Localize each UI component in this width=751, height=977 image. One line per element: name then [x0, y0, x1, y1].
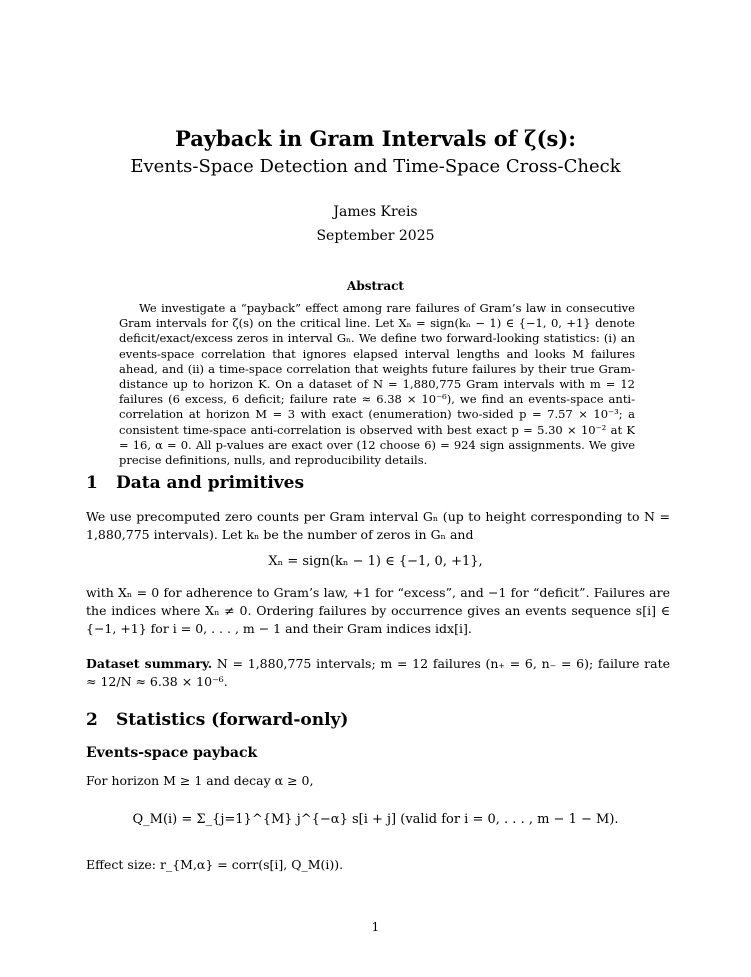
section-2-number: 2 — [86, 710, 98, 730]
paper-subtitle: Events-Space Detection and Time-Space Cross-Check — [130, 156, 621, 177]
page-number: 1 — [371, 920, 380, 934]
section-1-paragraph-2: with Xₙ = 0 for adherence to Gram’s law, +1 for “excess”, and −1 for “deficit”. Failures are the indices where Xₙ ≠ 0. Ordering failures by occurrence gives an events sequence s[i] ∈ {−1, +1} for i = 0, . . . , m − 1 and their Gram indices idx[i]. — [86, 585, 670, 636]
abstract-heading: Abstract — [347, 279, 404, 293]
section-2-paragraph-1: For horizon M ≥ 1 and decay α ≥ 0, — [86, 773, 314, 788]
subsection-events-space-payback: Events-space payback — [86, 745, 258, 761]
date: September 2025 — [316, 228, 435, 244]
section-1-heading — [86, 473, 304, 493]
section-1-title: Data and primitives — [116, 473, 305, 493]
section-1-paragraph-1: We use precomputed zero counts per Gram interval Gₙ (up to height corresponding to N = 1,880,775 intervals). Let kₙ be the number of zeros in Gₙ and — [86, 509, 670, 542]
section-2-equation: Q_M(i) = Σ_{j=1}^{M} j^{−α} s[i + j] (valid for i = 0, . . . , m − 1 − M). — [132, 812, 619, 827]
section-2-heading — [86, 710, 348, 730]
author: James Kreis — [333, 204, 418, 220]
paper-title: Payback in Gram Intervals of ζ(s): — [174, 126, 577, 151]
dataset-summary-text: N = 1,880,775 intervals; m = 12 failures (n₊ = 6, n₋ = 6); failure rate ≈ 12/N ≈ 6.38 × 10⁻⁶. — [86, 656, 670, 689]
section-2-title: Statistics (forward-only) — [116, 710, 349, 730]
section-2-paragraph-2: Effect size: r_{M,α} = corr(s[i], Q_M(i)). — [86, 857, 344, 872]
section-1-equation: Xₙ = sign(kₙ − 1) ∈ {−1, 0, +1}, — [268, 554, 483, 569]
dataset-summary-label: Dataset summary. — [86, 656, 213, 671]
abstract-text: We investigate a “payback” effect among rare failures of Gram’s law in consecutive Gram intervals for ζ(s) on the critical line. Let Xₙ = sign(kₙ − 1) ∈ {−1, 0, +1} denote deficit/exact/excess zeros in interval Gₙ. We define two forward-looking statistics: (i) an events-space correlation that ignores elapsed interval lengths and looks M failures ahead, and (ii) a time-space correlation that weights future failures by their true Gram-distance up to horizon K. On a dataset of N = 1,880,775 Gram intervals with m = 12 failures (6 excess, 6 deficit; failure rate ≈ 6.38 × 10⁻⁶), we find an events-space anti-correlation at horizon M = 3 with exact (enumeration) two-sided p = 7.57 × 10⁻³; a consistent time-space anti-correlation is observed with best exact p = 5.30 × 10⁻² at K = 16, α = 0. All p-values are exact over (12 choose 6) = 924 sign assignments. We give precise definitions, nulls, and reproducibility details. — [119, 301, 635, 468]
dataset-summary — [86, 655, 670, 691]
section-1-number: 1 — [86, 473, 98, 493]
